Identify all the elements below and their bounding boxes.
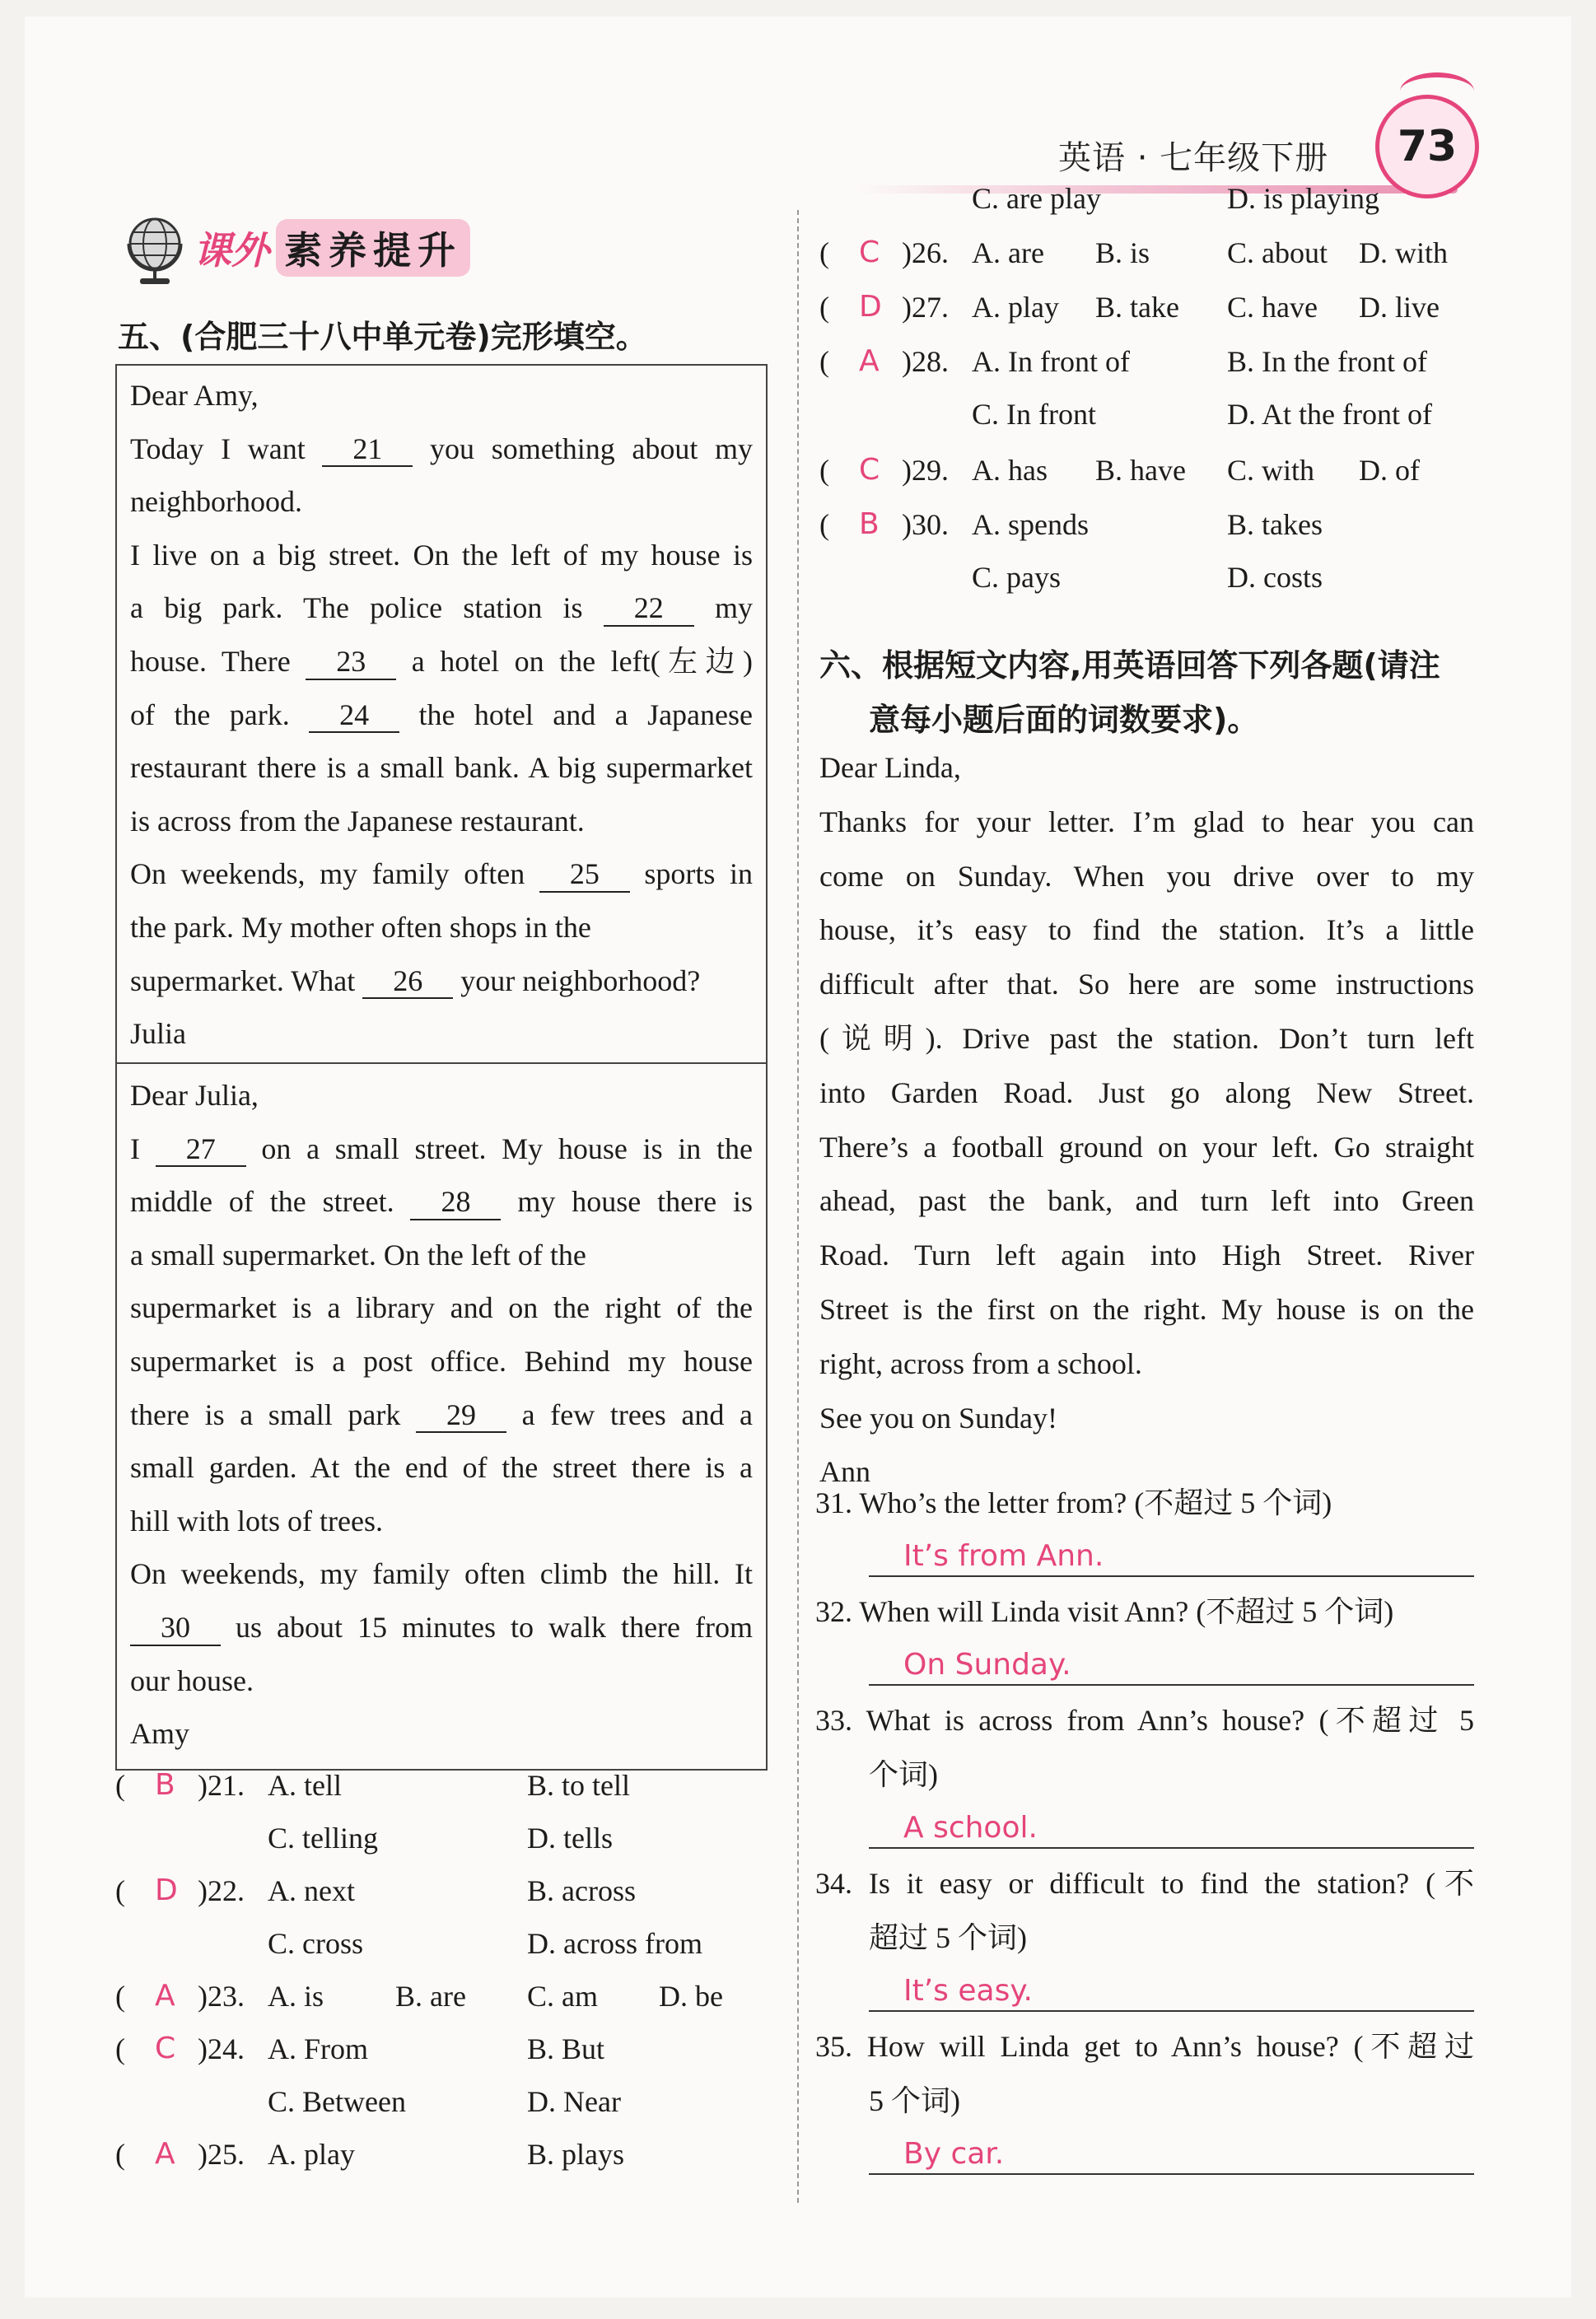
blank-number: 23	[306, 646, 396, 680]
answer-line: On Sunday.	[869, 1638, 1474, 1686]
letter2-line: supermarket is a library and on the right of the	[130, 1291, 753, 1325]
question-number: )27.	[902, 291, 949, 324]
answer-letter: C	[859, 236, 880, 269]
blank-number: 22	[604, 592, 694, 627]
choice-question-continued	[0, 172, 1596, 225]
answer-letter: A	[859, 344, 880, 378]
answer-letter: A	[155, 1979, 175, 2013]
option: A. In front of	[972, 345, 1130, 378]
question-number: )24.	[198, 2032, 245, 2065]
option: D. is playing	[1227, 182, 1379, 215]
passage-line: See you on Sunday!	[819, 1401, 1057, 1435]
option: A. next	[268, 1874, 355, 1907]
question-line: 个词)	[869, 1758, 938, 1791]
option: C. cross	[268, 1927, 363, 1960]
option: C. am	[527, 1980, 598, 2013]
answer-line: By car.	[869, 2127, 1474, 2175]
paren-open: (	[819, 291, 829, 324]
question-line: 5 个词)	[869, 2084, 960, 2117]
answer-line: A school.	[869, 1801, 1474, 1849]
letter2-line: I 27 on a small street. My house is in the	[130, 1122, 753, 1176]
question-number: )26.	[902, 236, 949, 269]
question-number: )23.	[198, 1980, 245, 2013]
option: B. plays	[527, 2138, 625, 2171]
passage-line: Street is the first on the right. My house is on the	[819, 1292, 1474, 1326]
paren-open: (	[819, 454, 829, 487]
option: C. about	[1227, 236, 1328, 269]
question-number: )28.	[902, 345, 949, 378]
question-line: 34. Is it easy or difficult to find the station? (不	[815, 1867, 1474, 1900]
blank-number: 29	[416, 1399, 506, 1434]
option: B. to tell	[527, 1769, 630, 1802]
paren-open: (	[819, 345, 829, 378]
paren-open: (	[115, 1769, 125, 1802]
letter2-line: 30 us about 15 minutes to walk there from	[130, 1601, 753, 1654]
option: D. with	[1359, 236, 1448, 269]
section5-title: 五、(合肥三十八中单元卷)完形填空。	[118, 319, 647, 355]
question-line: 35. How will Linda get to Ann’s house? (不超过	[815, 2030, 1474, 2063]
option: C. have	[1227, 291, 1318, 324]
option: A. spends	[972, 508, 1089, 541]
paren-open: (	[115, 2032, 125, 2065]
blank-number: 21	[322, 433, 413, 468]
letter-box-2	[115, 1062, 768, 1771]
question-number: )25.	[198, 2138, 245, 2171]
option: A. From	[268, 2032, 369, 2065]
paren-open: (	[819, 508, 829, 541]
question-line: 31. Who’s the letter from? (不超过 5 个词)	[815, 1486, 1332, 1519]
option: B. have	[1095, 454, 1186, 487]
letter2-line: supermarket is a post office. Behind my house	[130, 1344, 753, 1378]
answer-line: It’s easy.	[869, 1964, 1474, 2012]
option: D. live	[1359, 291, 1440, 324]
option: B. is	[1095, 236, 1150, 269]
question-line: 33. What is across from Ann’s house? (不超过 5	[815, 1704, 1474, 1737]
letter2-line: Amy	[130, 1717, 189, 1751]
option: A. play	[972, 291, 1059, 324]
letter2-line: our house.	[130, 1663, 254, 1697]
letter1-line: Julia	[130, 1017, 186, 1051]
question-number: )29.	[902, 454, 949, 487]
option: D. costs	[1227, 561, 1323, 594]
letter1-line: of the park. 24 the hotel and a Japanese	[130, 688, 753, 742]
answer-letter: C	[155, 2032, 176, 2065]
option: C. are play	[972, 182, 1101, 215]
passage-line: right, across from a school.	[819, 1346, 1142, 1380]
blank-number: 27	[156, 1133, 246, 1168]
banner-part1: 课外	[194, 228, 269, 273]
letter1-line: house. There 23 a hotel on the left(左边)	[130, 635, 753, 688]
passage-line: Ann	[819, 1455, 870, 1489]
letter1-line: On weekends, my family often 25 sports in	[130, 847, 753, 901]
passage-line: into Garden Road. Just go along New Street.	[819, 1076, 1474, 1109]
option: B. But	[527, 2032, 605, 2065]
option: D. of	[1359, 454, 1420, 487]
letter1-line: supermarket. What 26 your neighborhood?	[130, 954, 753, 1008]
letter1-line: restaurant there is a small bank. A big supermarket	[130, 751, 753, 785]
passage-line: difficult after that. So here are some instructions	[819, 968, 1474, 1001]
answer-letter: B	[155, 1768, 175, 1802]
answer-line: It’s from Ann.	[869, 1529, 1474, 1577]
option: C. Between	[268, 2085, 406, 2118]
option: C. pays	[972, 561, 1061, 594]
choice-question	[0, 281, 1596, 334]
page-number: 73	[1375, 95, 1479, 198]
question-number: )22.	[198, 1874, 245, 1907]
option: B. are	[395, 1980, 466, 2013]
option: A. are	[972, 236, 1044, 269]
blank-number: 25	[539, 858, 630, 893]
option: C. with	[1227, 454, 1315, 487]
option: D. across from	[527, 1927, 702, 1960]
option: A. tell	[268, 1769, 342, 1802]
option: B. across	[527, 1874, 636, 1907]
question-line: 32. When will Linda visit Ann? (不超过 5 个词)	[815, 1595, 1394, 1628]
answer-letter: C	[859, 453, 880, 487]
letter1-line: the park. My mother often shops in the	[130, 910, 591, 944]
passage-line: house, it’s easy to find the station. It’s a little	[819, 913, 1474, 947]
answer-letter: D	[859, 290, 882, 324]
reading-passage	[819, 741, 1474, 1500]
paren-open: (	[115, 1980, 125, 2013]
letter2-line: there is a small park 29 a few trees and a	[130, 1388, 753, 1442]
choice-question	[0, 226, 1596, 279]
passage-line: There’s a football ground on your left. Go straight	[819, 1130, 1474, 1164]
option: B. takes	[1227, 508, 1323, 541]
blank-number: 26	[362, 965, 453, 1000]
option: C. telling	[268, 1822, 378, 1855]
option: B. In the front of	[1227, 345, 1427, 378]
passage-line: (说明). Drive past the station. Don’t turn left	[819, 1021, 1474, 1055]
letter1-line: is across from the Japanese restaurant.	[130, 804, 585, 838]
option: D. be	[659, 1980, 723, 2013]
banner-part2: 素养提升	[276, 219, 470, 277]
answer-letter: D	[155, 1873, 178, 1907]
letter2-line: Dear Julia,	[130, 1079, 259, 1112]
passage-line: Dear Linda,	[819, 751, 961, 784]
option: A. is	[268, 1980, 324, 2013]
letter2-line: small garden. At the end of the street there is a	[130, 1451, 753, 1485]
paren-open: (	[115, 1874, 125, 1907]
option: D. Near	[527, 2085, 621, 2118]
header-title: 英语 · 七年级下册	[1058, 139, 1329, 177]
option: A. has	[972, 454, 1048, 487]
passage-line: Road. Turn left again into High Street. River	[819, 1239, 1474, 1272]
letter1-line: a big park. The police station is 22 my	[130, 581, 753, 635]
choice-question	[0, 444, 1596, 497]
letter1-line: Today I want 21 you something about my	[130, 422, 753, 476]
option: D. At the front of	[1227, 398, 1432, 431]
letter1-line: I live on a big street. On the left of my house is	[130, 538, 753, 572]
question-number: )21.	[198, 1769, 245, 1802]
letter1-line: neighborhood.	[130, 485, 302, 519]
paren-open: (	[115, 2138, 125, 2171]
option: D. tells	[527, 1822, 613, 1855]
letter2-line: a small supermarket. On the left of the	[130, 1238, 586, 1271]
answer-letter: A	[155, 2137, 175, 2171]
paren-open: (	[819, 236, 829, 269]
option: A. play	[268, 2138, 355, 2171]
letter2-line: On weekends, my family often climb the hill. It	[130, 1557, 753, 1591]
option: C. In front	[972, 398, 1096, 431]
blank-number: 30	[130, 1612, 221, 1646]
option: B. take	[1095, 291, 1179, 324]
blank-number: 28	[410, 1186, 501, 1220]
section6-title-line2: 意每小题后面的词数要求)。	[869, 702, 1259, 738]
letter2-line: middle of the street. 28 my house there is	[130, 1175, 753, 1229]
question-number: )30.	[902, 508, 949, 541]
passage-line: Thanks for your letter. I’m glad to hear you can	[819, 805, 1474, 838]
passage-line: ahead, past the bank, and turn left into Green	[819, 1184, 1474, 1218]
section6-title-line1: 六、根据短文内容,用英语回答下列各题(请注	[819, 647, 1440, 684]
letter2-line: hill with lots of trees.	[130, 1504, 383, 1537]
passage-line: come on Sunday. When you drive over to my	[819, 859, 1474, 893]
answer-letter: B	[859, 507, 880, 541]
letter1-line: Dear Amy,	[130, 379, 259, 412]
question-line: 超过 5 个词)	[869, 1921, 1027, 1954]
blank-number: 24	[309, 699, 399, 734]
